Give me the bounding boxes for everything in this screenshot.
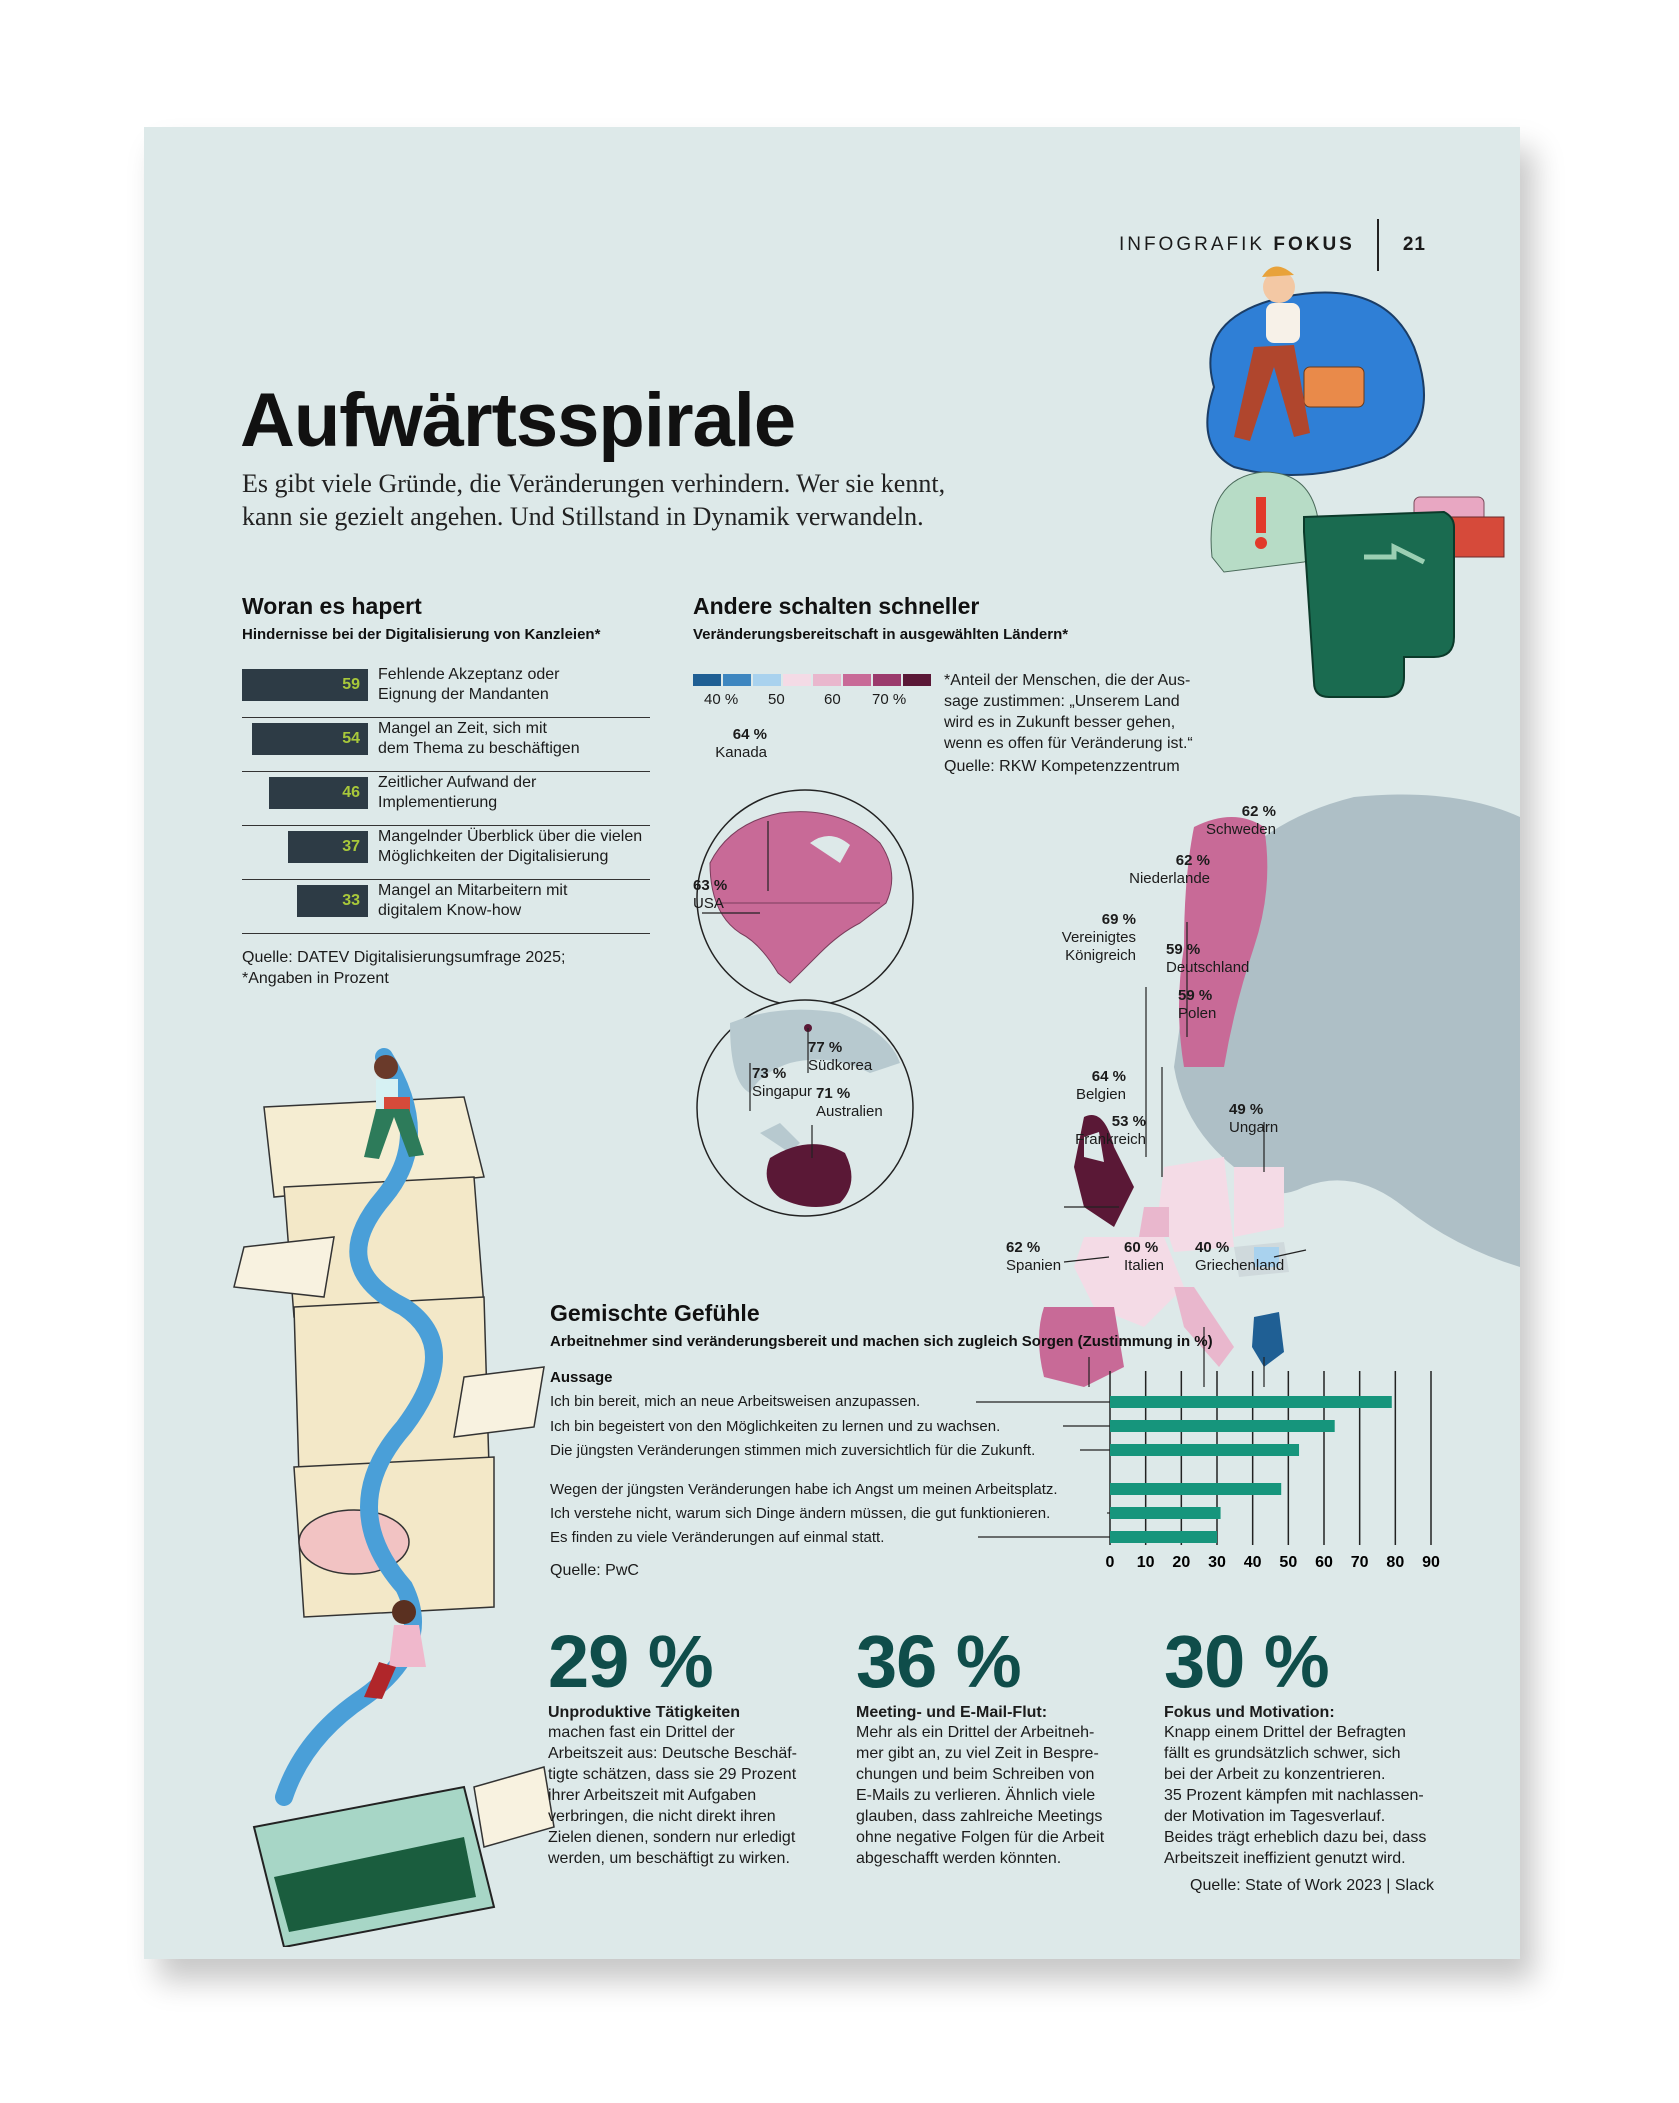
statement-label: Ich verstehe nicht, warum sich Dinge ändern müssen, die gut funktionieren. [550,1505,1051,1522]
label-spanien: 62 % Spanien [1006,1239,1062,1274]
hapert-bar: 37 [288,831,368,863]
label-griechenland: 40 % Griechenland [1195,1239,1285,1274]
hapert-bar: 46 [269,777,368,809]
gefuehle-source: Quelle: PwC [550,1562,639,1579]
subtitle-line: kann sie gezielt angehen. Und Stillstand in Dynamik verwandeln. [242,502,924,531]
x-tick-label: 30 [1208,1554,1226,1571]
gefuehle-bar-chart [144,127,1520,1727]
x-tick-label: 0 [1105,1554,1115,1571]
x-tick-label: 80 [1386,1554,1405,1571]
stat-number: 30 % [1164,1620,1329,1703]
x-tick-label: 10 [1136,1554,1155,1571]
hapert-subheading: Hindernisse bei der Digitalisierung von Kanzleien* [242,626,601,643]
statement-label: Ich bin begeistert von den Möglichkeiten zu lernen und zu wachsen. [550,1418,1001,1435]
label-frankreich: 53 % Frankreich [1075,1113,1146,1148]
stat-text: machen fast ein Drittel der Arbeitszeit aus: Deutsche Beschäf- tigte schätzen, dass sie 29 Prozent ihrer Arbeitszeit mit Aufgaben verbringen, die nicht direkt ihren Zielen dienen, sondern nur erledigt werden, um beschäftigt zu wirken. [548,1724,798,1867]
bar [1110,1444,1299,1456]
x-tick-label: 40 [1243,1554,1262,1571]
stat-text: Knapp einem Drittel der Befragten fällt es grundsätzlich schwer, sich bei der Arbeit zu konzentrieren. 35 Prozent kämpfen mit nachlassen- der Motivation im Tagesverlauf. Beides trägt erheblich dazu bei, dass Arbeitszeit ineffizient genutzt wird. [1164,1724,1427,1867]
hapert-bar: 59 [242,669,368,701]
schneller-subheading: Veränderungsbereitschaft in ausgewählten Ländern* [693,626,1069,643]
gefuehle-column-label: Aussage [550,1369,613,1386]
bar [1110,1483,1281,1495]
page-title: Aufwärtsspirale [240,378,796,463]
magazine-page [144,127,1520,1959]
bar [1110,1531,1217,1543]
gefuehle-subheading: Arbeitnehmer sind veränderungsbereit und machen sich zugleich Sorgen (Zustimmung in %) [550,1333,1213,1350]
label-schweden: 62 % Schweden [1205,803,1276,838]
label-niederlande: 62 % Niederlande [1129,852,1210,887]
x-tick-label: 90 [1422,1554,1440,1571]
label-singapur: 73 % Singapur [752,1065,813,1100]
hapert-label: Fehlende Akzeptanz oder Eignung der Mandanten [378,666,560,703]
label-deutschland: 59 % Deutschland [1166,941,1250,976]
x-tick-label: 20 [1172,1554,1191,1571]
page-number: 21 [1402,234,1426,255]
bar [1110,1396,1392,1408]
legend-label: 50 [768,691,785,708]
statement-label: Es finden zu viele Veränderungen auf einmal statt. [550,1529,885,1546]
label-italien: 60 % Italien [1124,1239,1165,1274]
stat-block [856,1619,1126,1869]
bar [1110,1507,1221,1519]
stat-heading: Fokus und Motivation: [1164,1704,1335,1721]
legend-label: 70 % [872,691,907,708]
schneller-heading: Andere schalten schneller [693,593,980,619]
label-polen: 59 % Polen [1178,987,1217,1022]
subtitle-line: Es gibt viele Gründe, die Veränderungen verhindern. Wer sie kennt, [242,469,946,498]
label-suedkorea: 77 % Südkorea [808,1039,873,1074]
schneller-note: *Anteil der Menschen, die der Aus- sage zustimmen: „Unserem Land wird es in Zukunft besser gehen, wenn es offen für Veränderung ist.“ Quelle: RKW Kompetenzzentrum [944,672,1193,775]
label-usa: 63 % USA [693,877,728,912]
label-belgien: 64 % Belgien [1075,1068,1126,1103]
hapert-bar: 33 [297,885,368,917]
hapert-heading: Woran es hapert [242,593,422,619]
legend-label: 40 % [704,691,739,708]
label-uk: 69 % Vereinigtes Königreich [1061,911,1136,964]
x-tick-label: 70 [1350,1554,1369,1571]
stat-heading: Unproduktive Tätigkeiten [548,1704,741,1721]
stat-block [548,1619,818,1869]
stat-number: 36 % [856,1620,1021,1703]
statement-label: Die jüngsten Veränderungen stimmen mich zuversichtlich für die Zukunft. [550,1442,1036,1459]
x-tick-label: 50 [1279,1554,1298,1571]
bar [1110,1420,1335,1432]
hapert-label: Mangelnder Überblick über die vielen Möglichkeiten der Digitalisierung [378,828,643,865]
section-label: INFOGRAFIK FOKUS [1118,234,1355,255]
label-australien: 71 % Australien [816,1085,883,1120]
label-kanada: 64 % Kanada [715,726,767,761]
stat-number: 29 % [548,1620,713,1703]
gefuehle-heading: Gemischte Gefühle [550,1300,760,1326]
stat-block [1164,1619,1434,1869]
x-tick-label: 60 [1315,1554,1333,1571]
statement-label: Wegen der jüngsten Veränderungen habe ich Angst um meinen Arbeitsplatz. [550,1481,1058,1498]
hapert-label: Mangel an Mitarbeitern mit digitalem Know-how [378,882,568,919]
statement-label: Ich bin bereit, mich an neue Arbeitsweisen anzupassen. [550,1393,921,1410]
hapert-bar: 54 [252,723,368,755]
hapert-label: Mangel an Zeit, sich mit dem Thema zu beschäftigen [378,720,580,757]
hapert-source: Quelle: DATEV Digitalisierungsumfrage 2025; *Angaben in Prozent [242,949,566,987]
stat-heading: Meeting- und E-Mail-Flut: [856,1704,1048,1721]
hapert-label: Zeitlicher Aufwand der Implementierung [378,774,537,811]
legend-label: 60 [824,691,841,708]
stat-text: Mehr als ein Drittel der Arbeitneh- mer gibt an, zu viel Zeit in Bespre- chungen und beim Schreiben von E-Mails zu verlieren. Ähnlich viele glauben, dass zahlreiche Meetings ohne negative Folgen für die Arbeit abgeschafft werden könnten. [856,1724,1105,1867]
stats-source: Quelle: State of Work 2023 | Slack [1190,1877,1434,1894]
label-ungarn: 49 % Ungarn [1229,1101,1279,1136]
